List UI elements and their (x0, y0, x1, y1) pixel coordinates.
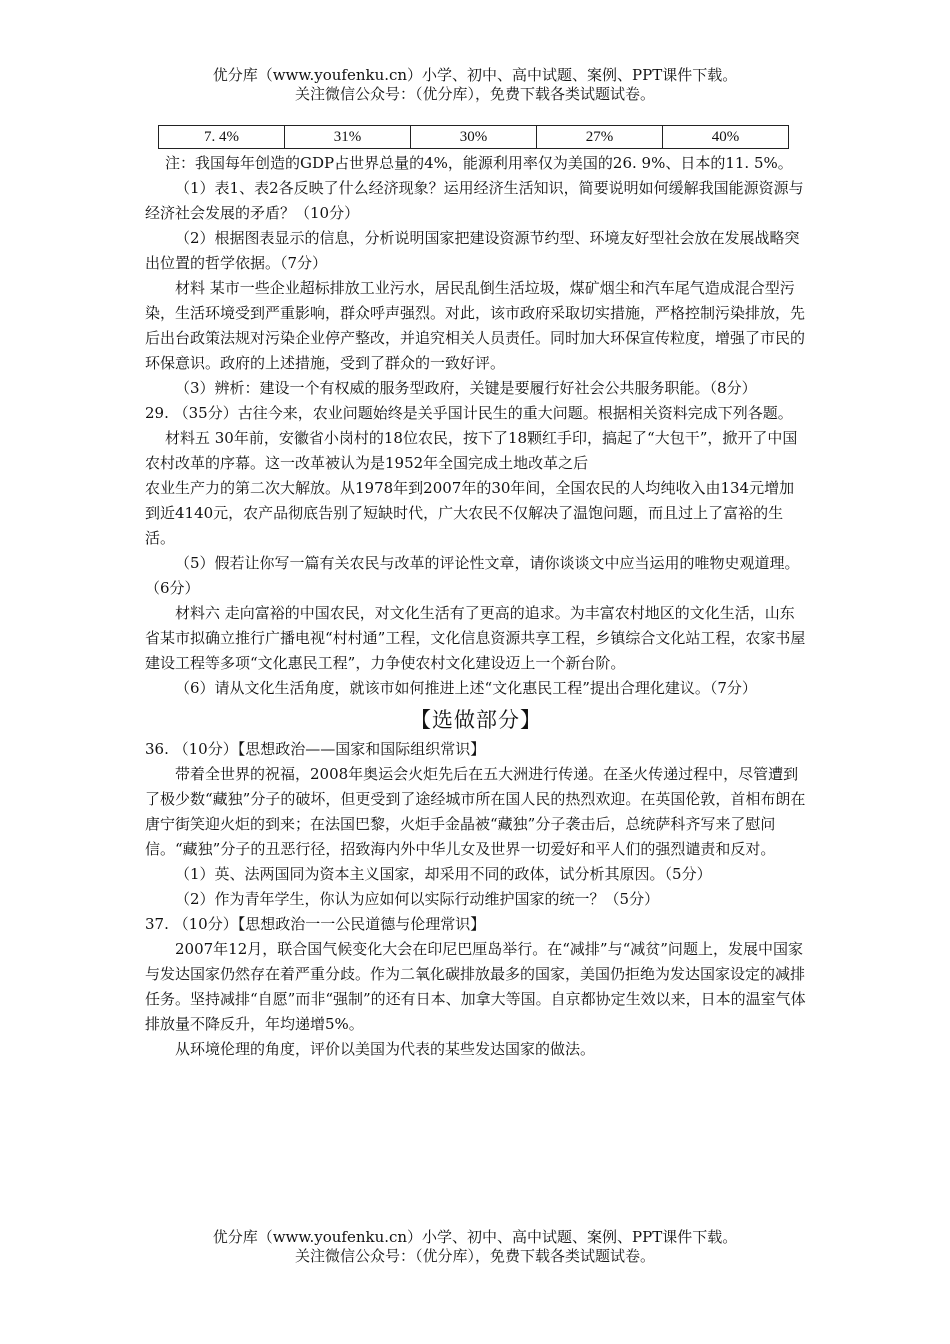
question-6: （6）请从文化生活角度，就该市如何推进上述“文化惠民工程”提出合理化建议。（7分） (175, 679, 757, 697)
question-37: 37. （10分）【思想政治一一公民道德与伦理常识】 (145, 915, 486, 933)
question-36-text: 带着全世界的祝福，2008年奥运会火炬先后在五大洲进行传递。在圣火传递过程中，尽管遭到了极少数“藏独”分子的破坏，但更受到了途经城市所在国人民的热烈欢迎。在英国伦敦，首相布朗在唐宁街笑迎火炬的到来；在法国巴黎，火炬手金晶被“藏独”分子袭击后，总统萨科齐写来了慰问信。“藏独”分子的丑恶行径，招致海内外中华儿女及世界一切爱好和平人们的强烈谴责和反对。 (145, 765, 806, 858)
material-paragraph: 材料 某市一些企业超标排放工业污水，居民乱倒生活垃圾，煤矿烟尘和汽车尾气造成混合型污染，生活环境受到严重影响，群众呼声强烈。对此，该市政府采取切实措施，严格控制污染排放，先后出台政策法规对污染企业停产整改，并追究相关人员责任。同时加大环保宣传粒度，增强了市民的环保意识。政府的上述措施，受到了群众的一致好评。 (145, 279, 806, 372)
page-header (0, 66, 950, 104)
table-cell: 30% (411, 126, 537, 149)
material-5-part-1: 材料五 30年前，安徽省小岗村的18位农民，按下了18颗红手印，搞起了“大包干”，掀开了中国农村改革的序幕。这一改革被认为是1952年全国完成土地改革之后 (145, 429, 798, 472)
question-36-part-1: （1）英、法两国同为资本主义国家，却采用不同的政体，试分析其原因。（5分） (175, 865, 712, 883)
question-36-part-2: （2）作为青年学生，你认为应如何以实际行动维护国家的统一？（5分） (175, 890, 660, 908)
table-cell: 27% (537, 126, 663, 149)
table-cell: 31% (285, 126, 411, 149)
material-5-part-2: 农业生产力的第二次大解放。从1978年到2007年的30年间，全国农民的人均纯收入由134元增加到近4140元，农产品彻底告别了短缺时代，广大农民不仅解决了温饱问题，而且过上了富裕的生活。 (145, 479, 795, 547)
question-5: （5）假若让你写一篇有关农民与改革的评论性文章，请你谈谈文中应当运用的唯物史观道理。（6分） (145, 554, 800, 597)
document-body (145, 151, 807, 1062)
question-3: （3）辨析：建设一个有权威的服务型政府，关键是要履行好社会公共服务职能。（8分） (175, 379, 757, 397)
question-37-text: 2007年12月，联合国气候变化大会在印尼巴厘岛举行。在“减排”与“减贫”问题上，发展中国家与发达国家仍然存在着严重分歧。作为二氧化碳排放最多的国家，美国仍拒绝为发达国家设定的减排任务。坚持减排“自愿”而非“强制”的还有日本、加拿大等国。自京都协定生效以来，日本的温室气体排放量不降反升，年均递增5%。 (145, 940, 806, 1033)
table-cell: 7. 4% (159, 126, 285, 149)
question-36: 36. （10分）【思想政治——国家和国际组织常识】 (145, 740, 486, 758)
material-6: 材料六 走向富裕的中国农民，对文化生活有了更高的追求。为丰富农村地区的文化生活，山东省某市拟确立推行广播电视“村村通”工程，文化信息资源共享工程，乡镇综合文化站工程，农家书屋建设工程等多项“文化惠民工程”，力争使农村文化建设迈上一个新台阶。 (145, 604, 806, 672)
footer-line-1: 优分库（www.youfenku.cn）小学、初中、高中试题、案例、PPT课件下载。 (212, 1228, 738, 1246)
table-note: 注：我国每年创造的GDP占世界总量的4%，能源利用率仅为美国的26. 9%、日本的11. 5%。 (165, 154, 793, 172)
table-row (159, 126, 789, 149)
page-footer (0, 1228, 950, 1266)
table-cell: 40% (663, 126, 789, 149)
header-line-1: 优分库（www.youfenku.cn）小学、初中、高中试题、案例、PPT课件下载。 (212, 66, 738, 84)
question-29: 29. （35分）古往今来，农业问题始终是关乎国计民生的重大问题。根据相关资料完成下列各题。 (145, 404, 793, 422)
question-37-prompt: 从环境伦理的角度，评价以美国为代表的某些发达国家的做法。 (175, 1040, 596, 1058)
data-table (158, 125, 789, 149)
footer-line-2: 关注微信公众号：（优分库），免费下载各类试题试卷。 (294, 1247, 655, 1265)
question-2: （2）根据图表显示的信息，分析说明国家把建设资源节约型、环境友好型社会放在发展战略突出位置的哲学依据。（7分） (145, 229, 800, 272)
section-title: 【选做部分】 (410, 708, 542, 732)
header-line-2: 关注微信公众号：（优分库），免费下载各类试题试卷。 (294, 85, 655, 103)
question-1: （1）表1、表2各反映了什么经济现象？运用经济生活知识，简要说明如何缓解我国能源资源与经济社会发展的矛盾？（10分） (145, 179, 804, 222)
